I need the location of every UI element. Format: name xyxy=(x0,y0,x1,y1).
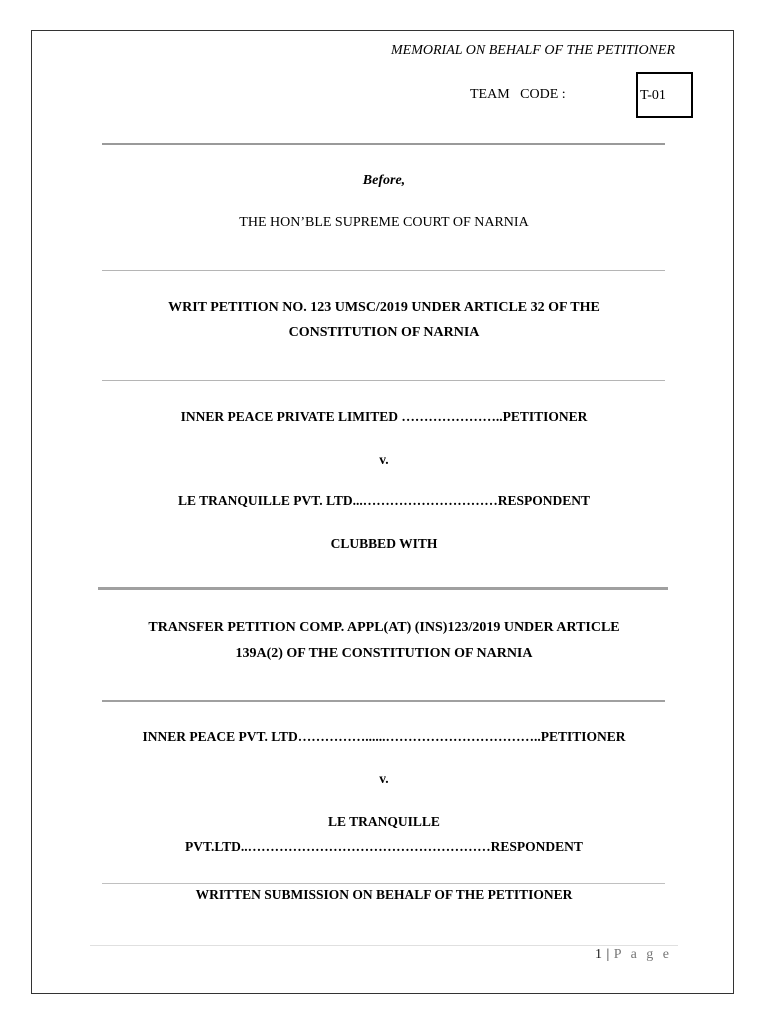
divider xyxy=(102,700,665,702)
page-separator: | xyxy=(606,947,610,962)
memorial-title: MEMORIAL ON BEHALF OF THE PETITIONER xyxy=(391,43,675,58)
versus-label: v. xyxy=(379,452,389,467)
page-number: 1 xyxy=(594,947,603,962)
respondent-name-line1: LE TRANQUILLE xyxy=(328,814,440,829)
team-code-label: TEAM CODE : xyxy=(470,87,566,102)
versus-label: v. xyxy=(379,771,389,786)
divider xyxy=(98,587,668,590)
writ-petition-line2: CONSTITUTION OF NARNIA xyxy=(288,325,480,340)
court-name: THE HON’BLE SUPREME COURT OF NARNIA xyxy=(239,215,529,230)
divider xyxy=(102,380,665,381)
petitioner-line: INNER PEACE PVT. LTD……………......……………………………..PETITIONER xyxy=(142,729,626,744)
before-label: Before, xyxy=(362,173,406,188)
petitioner-line: INNER PEACE PRIVATE LIMITED …………………..PETITIONER xyxy=(180,409,588,424)
team-code-value: T-01 xyxy=(640,88,666,103)
page-footer xyxy=(560,947,672,963)
transfer-petition-line2: 139A(2) OF THE CONSTITUTION OF NARNIA xyxy=(235,646,533,661)
team-code-box xyxy=(636,72,693,118)
respondent-line: LE TRANQUILLE PVT. LTD...…………………………RESPONDENT xyxy=(178,493,590,508)
footer-divider xyxy=(90,945,678,946)
respondent-name-line2: PVT.LTD..………………………………………………RESPONDENT xyxy=(185,839,583,854)
written-submission-title: WRITTEN SUBMISSION ON BEHALF OF THE PETITIONER xyxy=(195,887,573,902)
clubbed-with-label: CLUBBED WITH xyxy=(330,536,438,551)
transfer-petition-line1: TRANSFER PETITION COMP. APPL(AT) (INS)123/2019 UNDER ARTICLE xyxy=(148,620,620,635)
writ-petition-line1: WRIT PETITION NO. 123 UMSC/2019 UNDER ARTICLE 32 OF THE xyxy=(168,300,600,315)
divider xyxy=(102,883,665,884)
page-label: P a g e xyxy=(613,947,672,962)
divider xyxy=(102,270,665,271)
divider xyxy=(102,143,665,145)
